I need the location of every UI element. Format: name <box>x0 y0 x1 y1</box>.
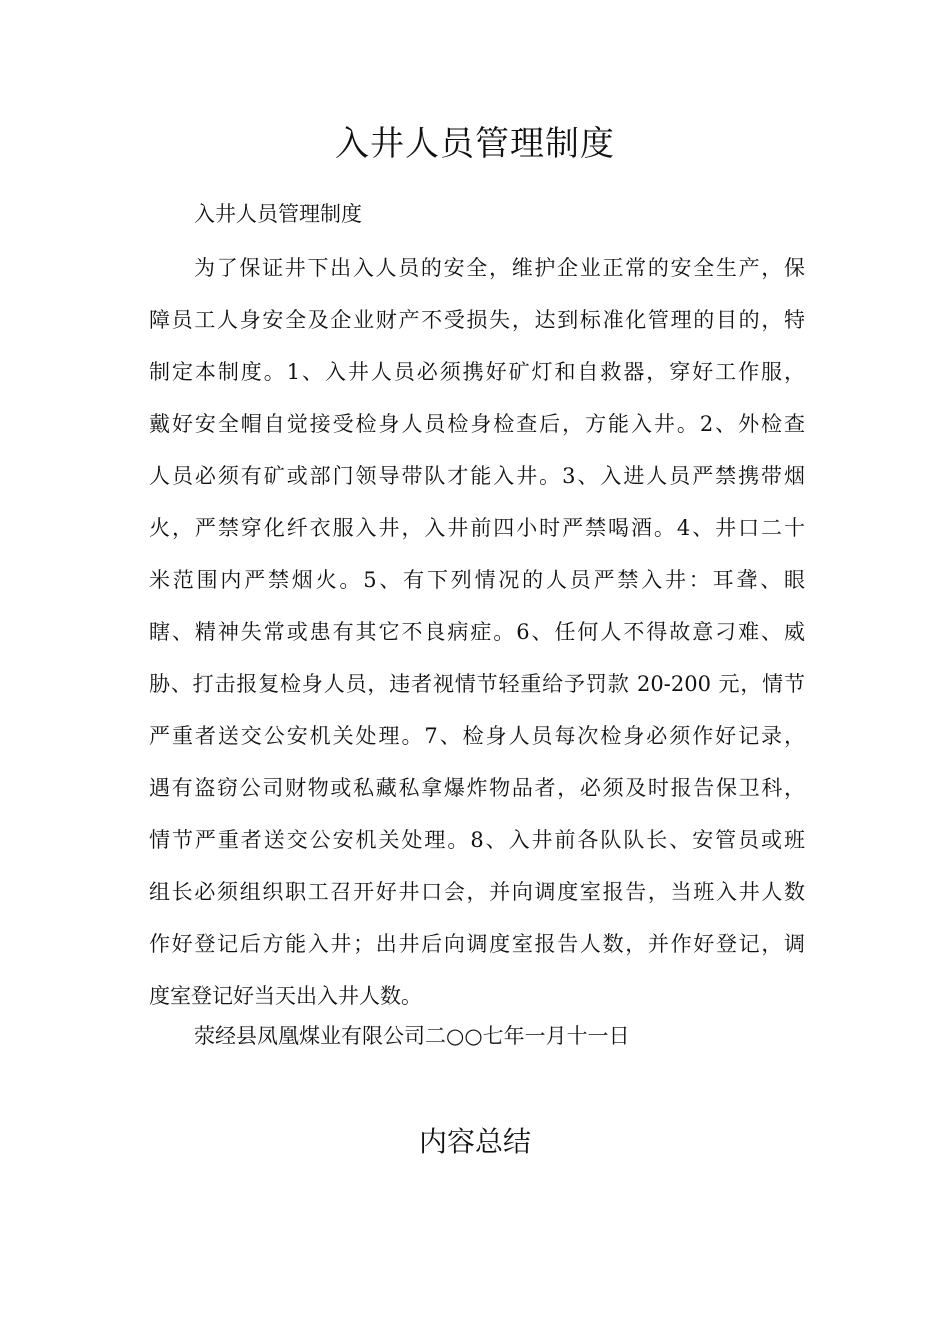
body-line: 火，严禁穿化纤衣服入井，入井前四小时严禁喝酒。4、井口二十 <box>149 516 805 540</box>
body-line: 为了保证井下出入人员的安全，维护企业正常的安全生产，保 <box>194 256 805 280</box>
body-line: 戴好安全帽自觉接受检身人员检身检查后，方能入井。2、外检查 <box>149 412 805 436</box>
body-line: 障员工人身安全及企业财产不受损失，达到标准化管理的目的，特 <box>149 308 805 332</box>
body-line: 米范围内严禁烟火。5、有下列情况的人员严禁入井：耳聋、眼 <box>149 568 805 592</box>
signature-line: 荥经县凤凰煤业有限公司二○○七年一月十一日 <box>194 1024 630 1048</box>
document-subtitle: 入井人员管理制度 <box>194 202 362 226</box>
summary-heading: 内容总结 <box>418 1125 531 1158</box>
document-title: 入井人员管理制度 <box>335 124 615 164</box>
body-line: 情节严重者送交公安机关处理。8、入井前各队队长、安管员或班 <box>149 828 805 852</box>
body-line: 胁、打击报复检身人员，违者视情节轻重给予罚款 20-200 元，情节 <box>149 672 805 696</box>
body-line: 作好登记后方能入井；出井后向调度室报告人数，并作好登记，调 <box>149 932 805 956</box>
body-line: 组长必须组织职工召开好井口会，并向调度室报告，当班入井人数 <box>149 880 805 904</box>
body-line: 严重者送交公安机关处理。7、检身人员每次检身必须作好记录， <box>149 724 805 748</box>
body-line: 人员必须有矿或部门领导带队才能入井。3、入进人员严禁携带烟 <box>149 464 805 488</box>
body-line: 度室登记好当天出入井人数。 <box>149 984 422 1008</box>
body-line: 制定本制度。1、入井人员必须携好矿灯和自救器，穿好工作服， <box>149 360 805 384</box>
document-body <box>149 251 805 1031</box>
body-line: 遇有盗窃公司财物或私藏私拿爆炸物品者，必须及时报告保卫科， <box>149 776 805 800</box>
body-line: 瞎、精神失常或患有其它不良病症。6、任何人不得故意刁难、威 <box>149 620 805 644</box>
